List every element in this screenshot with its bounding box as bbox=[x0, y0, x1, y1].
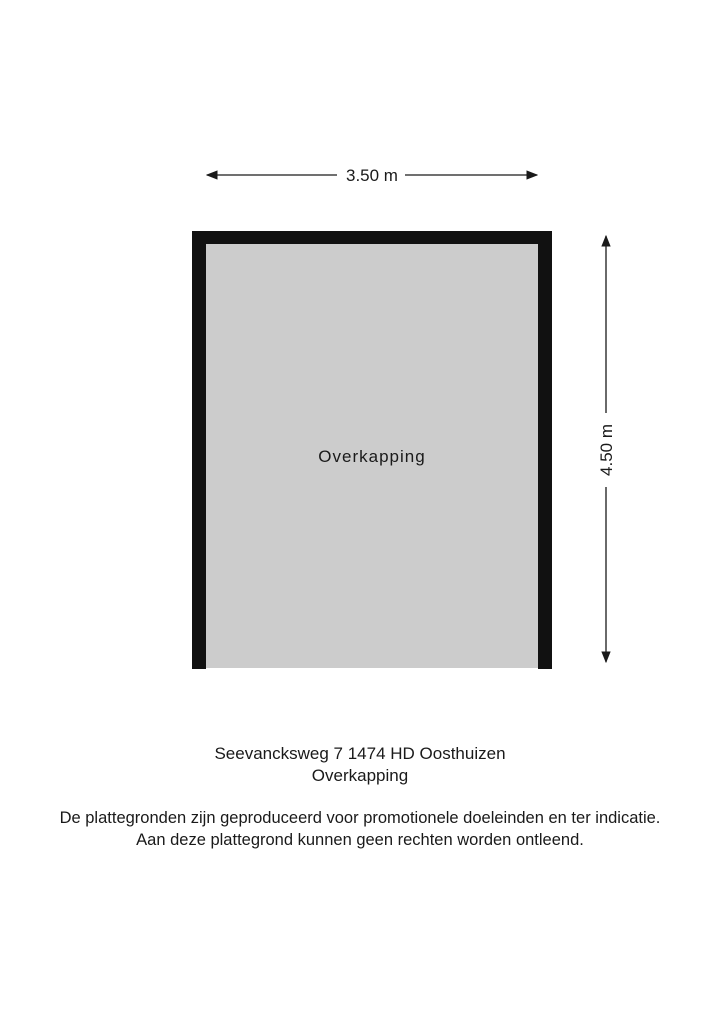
height-dimension bbox=[597, 236, 616, 662]
room-label: Overkapping bbox=[318, 447, 426, 466]
height-dimension-label: 4.50 m bbox=[597, 424, 616, 476]
wall-right bbox=[538, 231, 552, 669]
room-overkapping bbox=[192, 231, 552, 669]
floor-name-caption: Overkapping bbox=[311, 766, 409, 785]
width-dimension-label: 3.50 m bbox=[346, 166, 398, 185]
disclaimer-line-2: Aan deze plattegrond kunnen geen rechten worden ontleend. bbox=[136, 831, 584, 849]
address-caption: Seevancksweg 7 1474 HD Oosthuizen bbox=[214, 744, 506, 763]
wall-left bbox=[192, 231, 206, 669]
disclaimer-line-1: De plattegronden zijn geproduceerd voor promotionele doeleinden en ter indicatie. bbox=[59, 809, 661, 827]
width-dimension bbox=[207, 166, 537, 185]
wall-top bbox=[192, 231, 552, 244]
